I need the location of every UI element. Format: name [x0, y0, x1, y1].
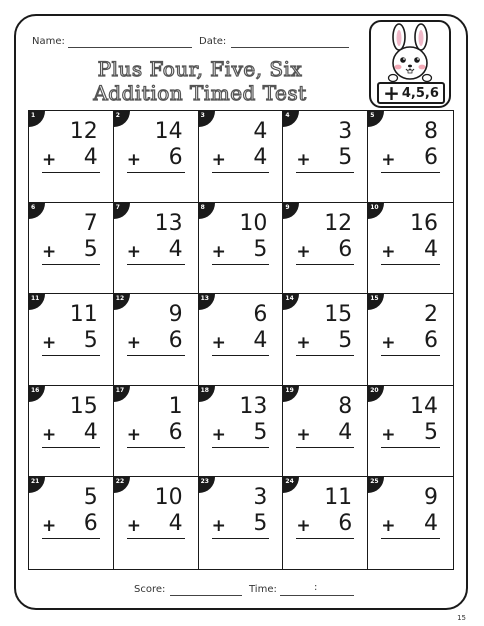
addend-bottom: 5 [338, 145, 353, 170]
problem-number: 18 [200, 386, 209, 394]
name-label: Name: [32, 36, 65, 47]
addend-bottom: 6 [338, 511, 353, 537]
plus-sign: + [381, 516, 396, 537]
addend-top: 6 [253, 302, 268, 328]
answer-line[interactable] [42, 447, 100, 448]
plus-sign: + [126, 241, 142, 262]
plus-sign: + [211, 333, 226, 354]
problem-number-tab [29, 477, 45, 493]
addend-bottom: 4 [83, 145, 98, 170]
addend-top: 7 [83, 210, 98, 236]
problem-number: 3 [200, 112, 205, 119]
problem-cell [199, 111, 284, 203]
addend-bottom: 5 [253, 236, 268, 262]
problem-number-tab [29, 386, 45, 402]
problem-number-tab [283, 477, 299, 493]
addend-top: 16 [410, 210, 438, 236]
problem-number: 12 [115, 295, 125, 303]
name-field[interactable] [68, 47, 192, 48]
badge-label [377, 82, 445, 104]
answer-line[interactable] [127, 172, 185, 173]
plus-sign: + [211, 516, 226, 537]
answer-line[interactable] [381, 355, 440, 356]
plus-icon: + [383, 81, 400, 105]
answer-line[interactable] [212, 264, 270, 265]
problem-number: 20 [370, 386, 379, 394]
addend-top: 9 [168, 302, 183, 328]
problem-number-tab [283, 294, 299, 310]
addend-bottom: 5 [338, 328, 353, 354]
problem-number: 21 [31, 478, 40, 486]
answer-line[interactable] [42, 538, 100, 539]
plus-sign: + [126, 333, 142, 354]
addend-top: 3 [338, 119, 353, 144]
badge-text: 4,5,6 [401, 85, 439, 101]
problem-number: 22 [115, 478, 125, 486]
answer-line[interactable] [296, 264, 354, 265]
title-line-1: Plus Four, Five, Six [97, 57, 303, 81]
problem-number: 11 [31, 295, 40, 303]
addend-top: 9 [424, 485, 438, 511]
addend-top: 13 [154, 210, 183, 236]
addend-bottom: 4 [253, 328, 268, 354]
addend-top: 11 [69, 302, 98, 328]
addend-top: 4 [253, 119, 268, 144]
time-separator: : [314, 582, 318, 593]
problem-cell [114, 477, 199, 569]
answer-line[interactable] [212, 172, 270, 173]
addend-bottom: 5 [253, 511, 268, 537]
addend-bottom: 4 [83, 419, 98, 445]
problem-number: 25 [370, 478, 379, 486]
problem-number-tab [199, 294, 215, 310]
problem-cell [29, 111, 114, 203]
addend-top: 15 [324, 302, 353, 328]
addend-top: 1 [168, 393, 183, 419]
problem-cell [29, 203, 114, 295]
plus-sign: + [211, 241, 226, 262]
problem-number: 6 [31, 203, 36, 211]
answer-line[interactable] [296, 538, 354, 539]
problem-cell [283, 111, 368, 203]
problem-number-tab [29, 294, 45, 310]
problem-cell [368, 386, 453, 478]
addend-top: 11 [324, 485, 353, 511]
problem-cell [199, 294, 284, 386]
problem-cell [114, 203, 199, 295]
problem-cell [199, 203, 284, 295]
problem-cell [114, 111, 199, 203]
addend-bottom: 4 [424, 511, 438, 537]
score-label: Score: [134, 584, 166, 595]
addend-top: 12 [324, 210, 353, 236]
plus-sign: + [296, 516, 311, 537]
problem-number-tab [283, 111, 299, 127]
problem-number: 24 [285, 478, 294, 486]
addend-bottom: 5 [253, 419, 268, 445]
problem-number-tab [114, 294, 130, 310]
answer-line[interactable] [381, 447, 440, 448]
addend-bottom: 6 [168, 328, 183, 354]
addend-bottom: 5 [83, 328, 98, 354]
addend-bottom: 6 [424, 145, 438, 170]
answer-line[interactable] [212, 538, 270, 539]
title-line-2: Addition Timed Test [93, 81, 307, 105]
plus-sign: + [126, 150, 142, 170]
page-number: 15 [457, 614, 466, 622]
problem-cell [29, 294, 114, 386]
answer-line[interactable] [381, 538, 440, 539]
problem-number: 13 [200, 295, 209, 303]
problem-number-tab [199, 386, 215, 402]
problem-cell [283, 294, 368, 386]
problem-number-tab [368, 203, 384, 219]
plus-sign: + [296, 333, 311, 354]
problem-number-tab [29, 111, 45, 127]
problem-number-tab [114, 477, 130, 493]
problem-number-tab [29, 203, 45, 219]
problem-grid [28, 110, 454, 570]
problem-number: 1 [31, 112, 36, 119]
addend-bottom: 6 [424, 328, 438, 354]
addend-top: 8 [424, 119, 438, 144]
problem-number-tab [368, 477, 384, 493]
plus-sign: + [296, 424, 311, 445]
date-label: Date: [199, 36, 227, 47]
addend-bottom: 4 [253, 145, 268, 170]
addend-bottom: 4 [168, 511, 183, 537]
answer-line[interactable] [296, 355, 354, 356]
plus-sign: + [381, 333, 396, 354]
time-field[interactable] [280, 595, 354, 596]
problem-number: 19 [285, 386, 294, 394]
problem-number-tab [114, 386, 130, 402]
answer-line[interactable] [381, 264, 440, 265]
badge [369, 20, 451, 108]
problem-number: 16 [31, 386, 40, 394]
time-label: Time: [249, 584, 277, 595]
problem-number: 9 [285, 203, 290, 211]
plus-sign: + [296, 150, 311, 170]
answer-line[interactable] [212, 355, 270, 356]
problem-cell [283, 477, 368, 569]
problem-cell [368, 111, 453, 203]
addend-top: 14 [154, 119, 183, 144]
problem-number: 2 [115, 112, 120, 119]
answer-line[interactable] [127, 447, 185, 448]
problem-number-tab [199, 111, 215, 127]
answer-line[interactable] [42, 172, 100, 173]
problem-number: 4 [285, 112, 290, 119]
problem-number: 5 [370, 112, 375, 119]
problem-number: 7 [115, 203, 120, 211]
answer-line[interactable] [127, 264, 185, 265]
answer-line[interactable] [296, 447, 354, 448]
plus-sign: + [42, 333, 57, 354]
addend-top: 5 [83, 485, 98, 511]
plus-sign: + [381, 150, 396, 170]
problem-number-tab [283, 203, 299, 219]
plus-sign: + [126, 424, 142, 445]
problem-cell [114, 386, 199, 478]
problem-number-tab [368, 386, 384, 402]
addend-top: 15 [69, 393, 98, 419]
answer-line[interactable] [212, 447, 270, 448]
plus-sign: + [42, 424, 57, 445]
problem-cell [199, 477, 284, 569]
problem-number-tab [368, 294, 384, 310]
problem-number: 14 [285, 295, 294, 303]
addend-bottom: 4 [168, 236, 183, 262]
addend-bottom: 6 [83, 511, 98, 537]
problem-cell [199, 386, 284, 478]
answer-line[interactable] [127, 355, 185, 356]
problem-number-tab [199, 477, 215, 493]
addend-top: 12 [69, 119, 98, 144]
plus-sign: + [126, 516, 142, 537]
score-field[interactable] [170, 595, 242, 596]
answer-line[interactable] [42, 355, 100, 356]
bunny-icon [371, 22, 449, 84]
addend-bottom: 5 [424, 419, 438, 445]
plus-sign: + [42, 516, 57, 537]
answer-line[interactable] [296, 172, 354, 173]
addend-top: 14 [410, 393, 438, 419]
problem-number-tab [114, 111, 130, 127]
addend-bottom: 5 [83, 236, 98, 262]
problem-number: 15 [370, 295, 379, 303]
problem-number-tab [199, 203, 215, 219]
addend-top: 10 [239, 210, 268, 236]
date-field[interactable] [231, 47, 349, 48]
plus-sign: + [42, 241, 57, 262]
plus-sign: + [381, 241, 396, 262]
addend-top: 2 [424, 302, 438, 328]
addend-top: 13 [239, 393, 268, 419]
problem-number: 8 [200, 203, 205, 211]
addend-bottom: 6 [168, 419, 183, 445]
answer-line[interactable] [127, 538, 185, 539]
problem-number: 23 [200, 478, 209, 486]
addend-top: 8 [338, 393, 353, 419]
plus-sign: + [42, 150, 57, 170]
problem-cell [368, 294, 453, 386]
addend-bottom: 6 [338, 236, 353, 262]
problem-number-tab [368, 111, 384, 127]
addend-top: 10 [154, 485, 183, 511]
addend-bottom: 6 [168, 145, 183, 170]
addend-top: 3 [253, 485, 268, 511]
problem-cell [368, 477, 453, 569]
problem-cell [29, 477, 114, 569]
problem-cell [114, 294, 199, 386]
problem-number: 17 [115, 386, 125, 394]
addend-bottom: 4 [424, 236, 438, 262]
answer-line[interactable] [42, 264, 100, 265]
problem-cell [29, 386, 114, 478]
problem-cell [368, 203, 453, 295]
plus-sign: + [211, 424, 226, 445]
plus-sign: + [211, 150, 226, 170]
problem-number-tab [114, 203, 130, 219]
problem-cell [283, 386, 368, 478]
plus-sign: + [296, 241, 311, 262]
problem-number: 10 [370, 203, 379, 211]
problem-number-tab [283, 386, 299, 402]
plus-sign: + [381, 424, 396, 445]
answer-line[interactable] [381, 172, 440, 173]
problem-cell [283, 203, 368, 295]
addend-bottom: 4 [338, 419, 353, 445]
